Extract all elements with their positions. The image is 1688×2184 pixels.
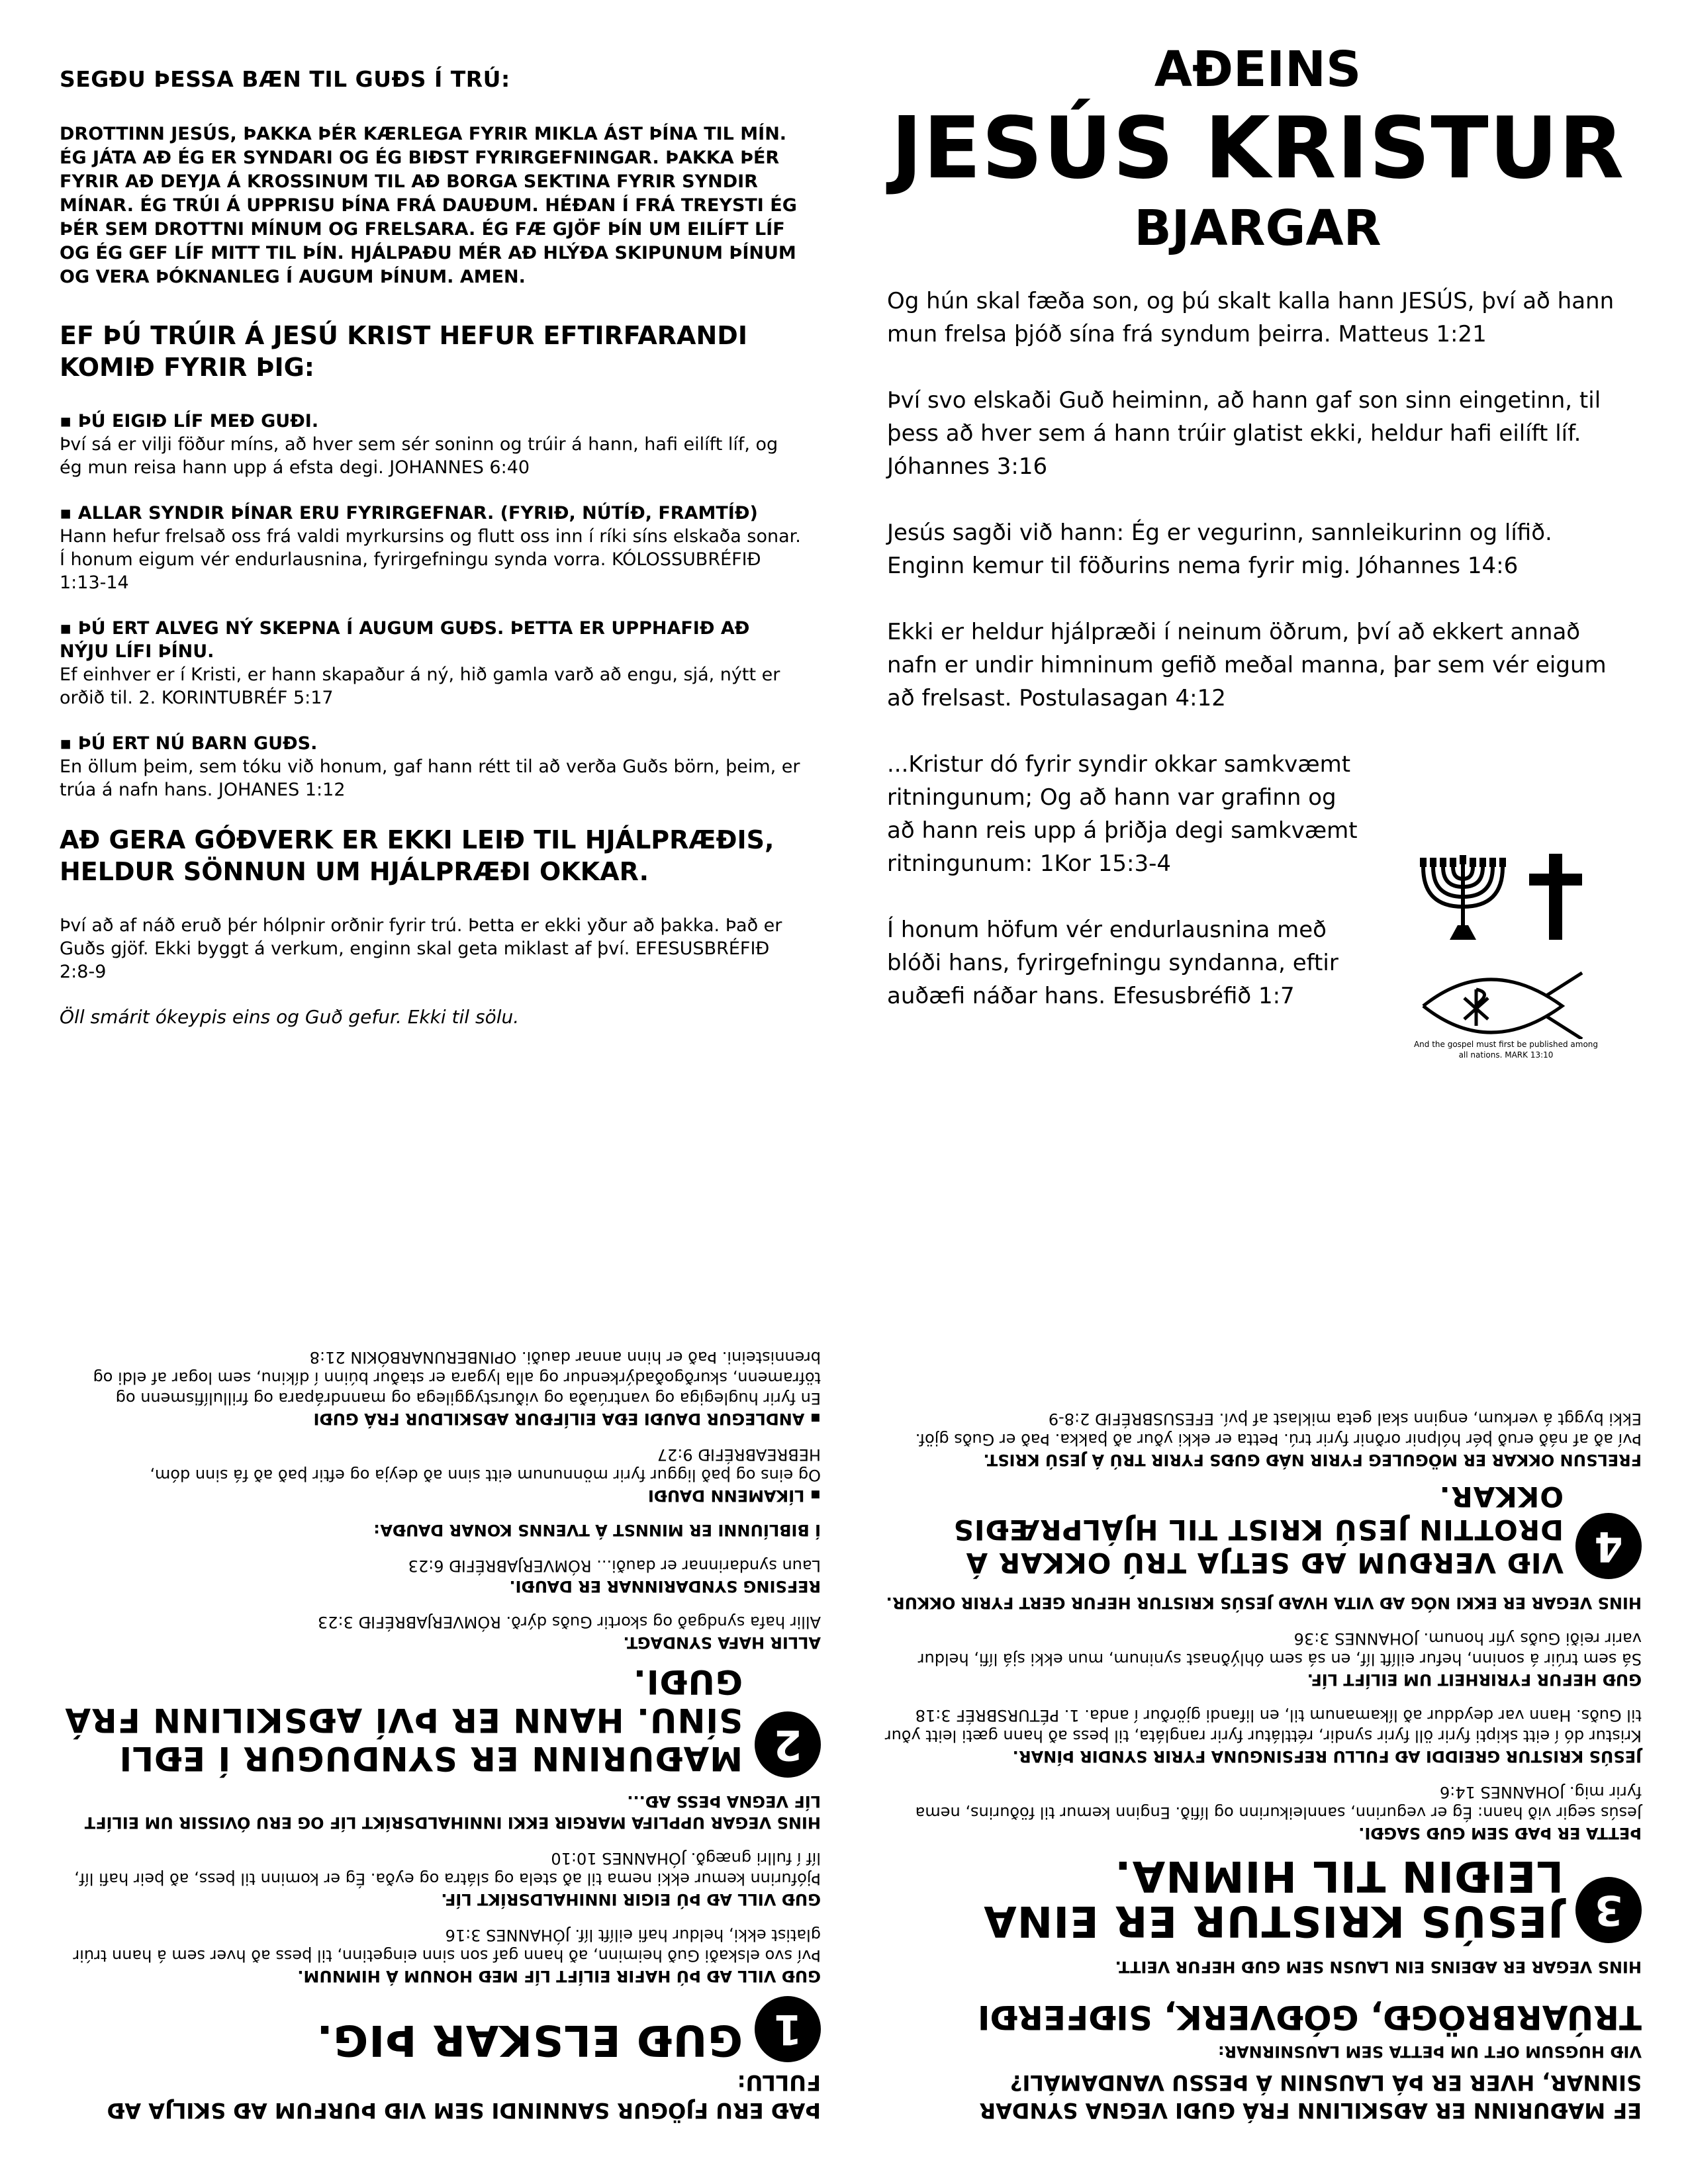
intro: EF MAÐURINN ER AÐSKILINN FRÁ GUÐI VEGNA SYNDAR SINNAR, HVER ER ÞÁ LAUSNIN Á ÞESSU VANDAMÁLI? — [979, 2070, 1642, 2123]
prayer-heading: SEGÐU ÞESSA BÆN TIL GUÐS Í TRÚ: — [60, 66, 510, 92]
item-text: Ef einhver er í Kristi, er hann skapaður á ný, hið gamla varð að engu, sjá, nýtt er orðið til. 2. KORINTUBRÉF 5:17 — [60, 664, 780, 708]
point-title: ▪ ANDLEGUR DAUÐI EÐA EILÍFÐUR AÐSKILDUR FRÁ GUÐI — [313, 1410, 821, 1428]
point-title: ▪ LÍKAMENN DAUÐI — [647, 1486, 821, 1505]
point-text: En fyrir huglegiga og vantrúaða og viðurstyggilega og manndrápara og frillulífismenn og töframenn, skurðgoðadýrkendur og alla lygara er staður búinn í díkinu, sem logar af eldi og brennisteini. Það er hinn annar dauði. OPINBERUNARBÓKIN 21:8 — [93, 1348, 821, 1408]
verse: Ekki er heldur hjálpræði í neinum öðrum, því að ekkert annað nafn er undir himninum gefið meðal manna, þar sem vér eigum að frelsast. Postulasagan 4:12 — [887, 619, 1607, 711]
verse: Jesús sagði við hann: Ég er vegurinn, sannleikurinn og lífið. Enginn kemur til föðurins nema fyrir mig. Jóhannes 14:6 — [887, 520, 1552, 579]
section-1 — [60, 1996, 821, 2062]
item-text: Því sá er vilji föður míns, að hver sem sér soninn og trúir á hann, hafi eilíft líf, og ég mun reisa hann upp á efsta degi. JOHANNES 6:40 — [60, 434, 778, 478]
list-item — [60, 410, 801, 479]
section-2 — [60, 1662, 821, 1778]
point-title: HINS VEGAR UPPLIFA MARGIR EKKI INNIHALDSRÍKT LÍF OG ERU ÓVISSIR UM EILÍFT LÍF VEGNA ÞESS AÐ... — [84, 1792, 821, 1832]
point-text: Laun syndarinnar er dauði... RÓMVERJABRÉFIÐ 6:23 — [408, 1557, 821, 1575]
item-text: En öllum þeim, sem tóku við honum, gaf hann rétt til að verða Guðs börn, þeim, er trúa á nafn hans. JOHANES 1:12 — [60, 756, 800, 800]
point-title: GUÐ HEFUR FYRIRHEIT UM EILÍFT LÍF. — [1307, 1670, 1642, 1689]
list-item — [60, 502, 801, 594]
intro: ÞAÐ ERU FJÖGUR SANNINDI SEM VIÐ ÞURFUM AÐ SKILJA AÐ FULLU: — [107, 2070, 821, 2123]
point-text: Því að af náð eruð þér hólpnir orðnir fyrir trú. Þetta er ekki yður að þakka. Það er Guðs gjöf. Ekki byggt á verkum, enginn skal geta miklast af því. EFESUSBRÉFIÐ 2:8-9 — [915, 1410, 1642, 1449]
point-title: VIÐ HUGSUM OFT UM ÞETTA SEM LAUSNIRNAR: — [1217, 2042, 1642, 2061]
item-title: ▪ ÞÚ EIGIÐ LÍF MEÐ GUÐI. — [60, 411, 319, 432]
point-title: FRELSUN OKKAR ER MÖGULEG FYRIR NÁÐ GUÐS FYRIR TRÚ Á JESÚ KRIST. — [983, 1451, 1642, 1469]
good-works-heading: AÐ GERA GÓÐVERK ER EKKI LEIÐ TIL HJÁLPRÆÐIS, HELDUR SÖNNUN UM HJÁLPRÆÐI OKKAR. — [60, 825, 774, 886]
point-title: REFSING SYNDARINNAR ER DAUÐI. — [509, 1577, 821, 1596]
section-title: JESÚS KRISTUR ER EINA LEIÐIN TIL HIMNA. — [983, 1851, 1564, 1945]
good-works-text: Því að af náð eruð þér hólpnir orðnir fyrir trú. Þetta er ekki yður að þakka. Það er Guðs gjöf. Ekki byggt á verkum, enginn skal geta miklast af því. EFESUSBRÉFIÐ 2:8-9 — [60, 915, 782, 982]
section-number: 2 — [755, 1711, 821, 1778]
verse: Í honum höfum vér endurlausnina með blóði hans, fyrirgefningu syndanna, eftir auðæfi náðar hans. Efesusbréfið 1:7 — [887, 917, 1338, 1009]
point-title: JESÚS KRISTUR GREIDDI AÐ FULLU REFSINGUNA FYRIR SYNDIR ÞÍNAR. — [1012, 1747, 1642, 1766]
item-text: Hann hefur frelsað oss frá valdi myrkursins og flutt oss inn í ríki síns elskaða sonar. Í honum eigum vér endurlausnina, fyrirgefningu synda vorra. KÓLOSSUBRÉFIÐ 1:13-14 — [60, 526, 801, 593]
prayer-text: DROTTINN JESÚS, ÞAKKA ÞÉR KÆRLEGA FYRIR MIKLA ÁST ÞÍNA TIL MÍN. ÉG JÁTA AÐ ÉG ER SYNDARI OG ÉG BIÐST FYRIRGEFNINGAR. ÞAKKA ÞÉR FYRIR AÐ DEYJA Á KROSSINUM TIL AÐ BORGA SEKTINA FYRIR SYNDIR MÍNAR. ÉG TRÚI Á UPPRISU ÞÍNA FRÁ DAUÐUM. HÉÐAN Í FRÁ TREYSTI ÉG ÞÉR SEM DROTTNI MÍNUM OG FRELSARA. ÉG FÆ GJÖF ÞÍN UM EILÍFT LÍF OG ÉG GEF LÍF MITT TIL ÞÍN. HJÁLPAÐU MÉR AÐ HLÝÐA SKIPUNUM ÞÍNUM OG VERA ÞÓKNANLEG Í AUGUM ÞÍNUM. AMEN. — [60, 124, 797, 287]
verse: ...Kristur dó fyrir syndir okkar samkvæmt ritningunum; Og að hann var grafinn og að hann reis upp á þriðja degi samkvæmt ritningunum: 1Kor 15:3-4 — [887, 751, 1358, 877]
cross-icon — [1529, 854, 1582, 940]
title-line-3: BJARGAR — [1134, 200, 1382, 257]
section-title: MAÐURINN ER SYNDUGUR Í EÐLI SÍNU. HANN ER ÞVÍ AÐSKILINN FRÁ GUÐI. — [64, 1662, 743, 1778]
list-item — [60, 732, 801, 801]
title-panel — [887, 40, 1628, 1085]
symbols-group — [1410, 854, 1602, 1085]
fish-icon — [1423, 973, 1582, 1039]
point-text: Því svo elskaði Guð heiminn, að hann gaf son sinn eingetinn, til þess að hver sem á hann trúir glatist ekki, heldur hafi eilíft líf. JÓHANNES 3:16 — [73, 1926, 821, 1965]
point-title: Í BIBLÍUNNI ER MINNST Á TVENNS KONAR DAUÐA: — [373, 1521, 821, 1539]
item-title: ▪ ÞÚ ERT NÚ BARN GUÐS. — [60, 733, 318, 754]
point-text: Þjófurinn kemur ekki nema til að stela og slátra og eyða. Ég er kominn til þess, að þeir hafi líf, líf í fullri gnægð. JÓHANNES 10:10 — [74, 1849, 821, 1888]
point-title: HINS VEGAR ER EKKI NÓG AÐ VITA HVAÐ JESÚS KRISTUR HEFUR GERT FYRIR OKKUR. — [886, 1594, 1642, 1612]
symbol-caption: And the gospel must first be published among all nations. MARK 13:10 — [1413, 1040, 1599, 1060]
point-title: ALLIR HAFA SYNDAGT. — [623, 1633, 821, 1652]
four-truths-panel — [60, 1145, 821, 2124]
point-title: HINS VEGAR ER AÐEINS EIN LAUSN SEM GUÐ HEFUR VEITT. — [1115, 1958, 1642, 1976]
prayer-panel — [60, 66, 801, 1046]
item-title: ▪ ALLAR SYNDIR ÞÍNAR ERU FYRIRGEFNAR. (FYRIÐ, NÚTÍÐ, FRAMTÍÐ) — [60, 503, 758, 523]
verse: Því svo elskaði Guð heiminn, að hann gaf son sinn eingetinn, til þess að hver sem á hann trúir glatist ekki, heldur hafi eilíft líf. Jóhannes 3:16 — [887, 387, 1601, 480]
footer-note: Öll smárit ókeypis eins og Guð gefur. Ekki til sölu. — [60, 1006, 520, 1028]
point-text: Sá sem trúir á soninn, hefur eilíft líf, en sá sem óhlýðnast syninum, mun ekki sjá lífi, heldur varir reiði Guðs yfir honum. JOHANNES 3:36 — [917, 1629, 1642, 1668]
false-solutions: TRÚARBRÖGÐ, GÓÐVERK, SIÐFERÐI — [977, 1998, 1642, 2036]
point-title: GUÐ VILL AÐ ÞÚ HAFIR EILÍFT LÍF MEÐ HONUM Á HIMNUM. — [297, 1967, 821, 1985]
section-number: 4 — [1575, 1513, 1642, 1579]
point-text: Kristur dó í eitt skipti fyrir öll fyrir syndir, réttlátur fyrir rangláta, til þess að hann gæti leitt yður til Guðs. Hann var deyddur að líkamanum til, en lifandi gjörður í anda. 1. PÉTURSBRÉF 3:18 — [884, 1706, 1642, 1745]
menorah-icon — [1410, 854, 1602, 1039]
section-title: VIÐ VERÐUM AÐ SETJA TRÚ OKKAR Á DROTTIN JESÚ KRIST TIL HJÁLPRÆÐIS OKKAR. — [953, 1480, 1564, 1579]
section-title: GUÐ ELSKAR ÞIG. — [316, 2015, 743, 2064]
solution-panel — [880, 1145, 1642, 2124]
point-text: Allir hafa syndgað og skortir Guðs dýrð. RÓMVERJABRÉFIÐ 3:23 — [317, 1613, 821, 1631]
section-3 — [880, 1853, 1642, 1943]
section-number: 3 — [1575, 1877, 1642, 1943]
title-line-2: JESÚS KRISTUR — [890, 99, 1625, 198]
section-number: 1 — [755, 1996, 821, 2062]
point-text: Jesús segir við hann: Ég er vegurinn, sannleikurinn og lífið. Enginn kemur til föðurins, nema fyrir mig. JOHANNES 14:6 — [915, 1783, 1642, 1822]
list-item — [60, 617, 801, 709]
section-4 — [880, 1480, 1642, 1579]
point-text: Og eins og það liggur fyrir mönnunum eitt sinn að deyja og eftir það að fá sinn dóm, HEBREABRÉFIÐ 9:27 — [150, 1445, 821, 1484]
title-line-1: AÐEINS — [1154, 41, 1362, 98]
point-title: GUÐ VILL AÐ ÞÚ EIGIR INNIHALDSRÍKT LÍF. — [441, 1890, 821, 1909]
item-title: ▪ ÞÚ ERT ALVEG NÝ SKEPNA Í AUGUM GUÐS. ÞETTA ER UPPHAFIÐ AÐ NÝJU LÍFI ÞÍNU. — [60, 618, 750, 662]
point-title: ÞETTA ER ÞAÐ SEM GUÐ SAGÐI. — [1358, 1824, 1642, 1843]
effects-heading: EF ÞÚ TRÚIR Á JESÚ KRIST HEFUR EFTIRFARANDI KOMIÐ FYRIR ÞIG: — [60, 321, 747, 382]
verse: Og hún skal fæða son, og þú skalt kalla hann JESÚS, því að hann mun frelsa þjóð sína frá syndum þeirra. Matteus 1:21 — [887, 288, 1615, 347]
